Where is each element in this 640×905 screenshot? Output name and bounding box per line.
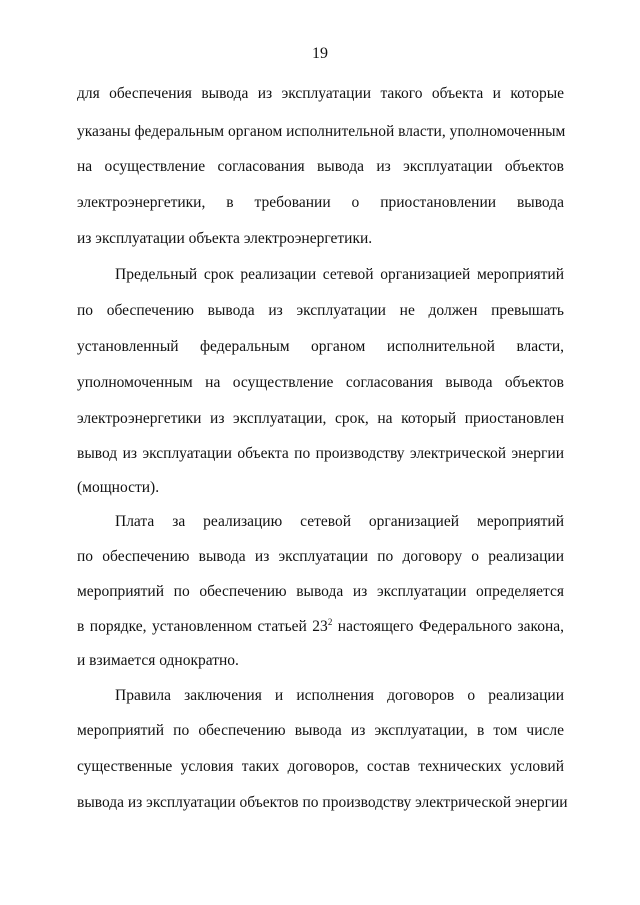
page-number: 19 [312,45,328,62]
text-line: электроэнергетики из эксплуатации, срок, на который приостановлен [77,410,564,427]
text-line: существенные условия таких договоров, состав технических условий [77,758,564,775]
text-line: по обеспечению вывода из эксплуатации по договору о реализации [77,548,564,565]
text-line: вывода из эксплуатации объектов по производству электрической энергии [77,794,568,811]
paragraph-first-line: Правила заключения и исполнения договоров о реализации [115,687,564,704]
text-line: и взимается однократно. [77,652,239,669]
superscript: 2 [327,617,333,627]
text-line: мероприятий по обеспечению вывода из эксплуатации, в том числе [77,722,564,739]
paragraph-first-line: Плата за реализацию сетевой организацией мероприятий [115,513,564,530]
text-line: установленный федеральным органом исполнительной власти, [77,338,564,355]
text-line: на осуществление согласования вывода из эксплуатации объектов [77,158,564,175]
paragraph-first-line: Предельный срок реализации сетевой организацией мероприятий [115,266,564,283]
text-line: мероприятий по обеспечению вывода из эксплуатации определяется [77,583,564,600]
text-line: указаны федеральным органом исполнительной власти, уполномоченным [77,123,566,140]
text-line: для обеспечения вывода из эксплуатации такого объекта и которые [77,85,564,102]
text-line: из эксплуатации объекта электроэнергетики. [77,230,373,247]
text-line: (мощности). [77,479,160,496]
text-line: уполномоченным на осуществление согласования вывода объектов [77,374,564,391]
text-line-with-superscript [77,617,564,637]
text-fragment: в порядке, установленном статьей 23 [77,618,328,635]
text-line: вывод из эксплуатации объекта по производству электрической энергии [77,445,564,462]
text-fragment: настоящего Федерального закона, [332,618,565,635]
text-line: по обеспечению вывода из эксплуатации не должен превышать [77,302,564,319]
text-line: электроэнергетики, в требовании о приостановлении вывода [77,194,564,211]
